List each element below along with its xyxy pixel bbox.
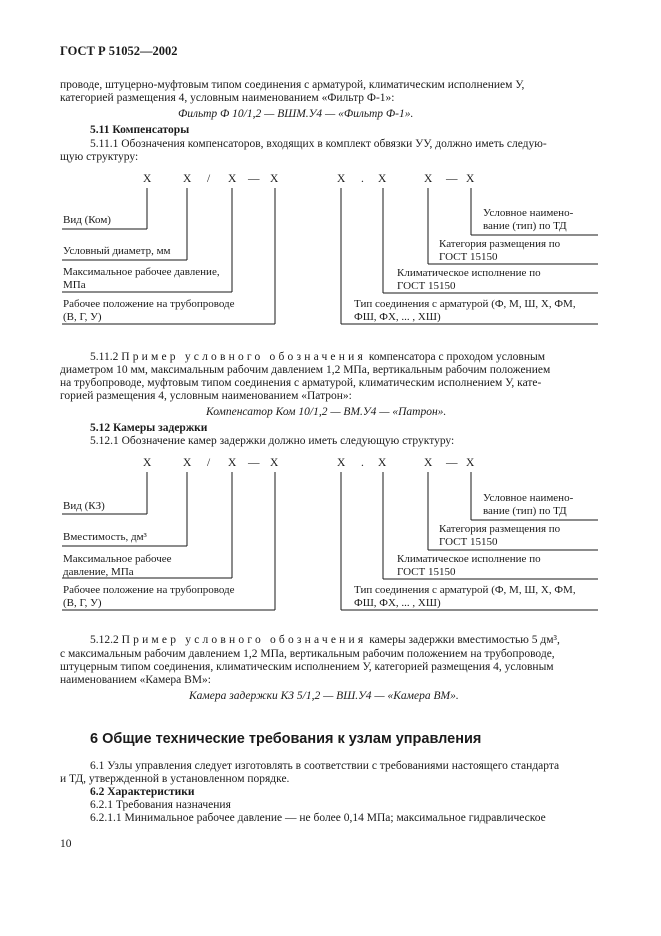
- section-6-2-title: 6.2 Характеристики: [90, 786, 195, 798]
- diagram-2-symbol-slash: /: [207, 457, 211, 469]
- section-5-11-2-spaced-heading: Пример условного обозначения: [121, 351, 366, 363]
- diagram-2-symbol-2: X: [183, 457, 192, 469]
- diagram-2-symbol-dash-2: —: [446, 457, 458, 469]
- diagram-2-symbol-dash-1: —: [248, 457, 260, 469]
- diagram-symbol-slash: /: [207, 173, 211, 185]
- section-5-11-1-line-2: щую структуру:: [60, 151, 139, 163]
- intro-line-2: категорией размещения 4, условным наименованием «Фильтр Ф-1»:: [60, 92, 395, 104]
- diagram-1-label-name-1: Условное наимено-: [483, 207, 574, 219]
- section-5-11-2-line-3: на трубопроводе, муфтовым типом соединения с арматурой, климатическим исполнением У, кате-: [60, 377, 542, 389]
- diagram-2-label-position-1: Рабочее положение на трубопроводе: [63, 584, 235, 596]
- diagram-2-label-pressure-1: Максимальное рабочее: [63, 553, 172, 565]
- section-5-11-2-line-2: диаметром 10 мм, максимальным рабочим давлением 1,2 МПа, вертикальным рабочим положением: [60, 364, 551, 376]
- document-header: ГОСТ Р 51052—2002: [60, 44, 178, 58]
- diagram-1-label-name-2: вание (тип) по ТД: [483, 220, 567, 232]
- section-6-1-line-2: и ТД, утвержденной в установленном порядке.: [60, 773, 290, 785]
- diagram-2-symbol-1: X: [143, 457, 152, 469]
- diagram-1-label-category-2: ГОСТ 15150: [439, 251, 498, 263]
- diagram-1-label-position-2: (В, Г, У): [63, 311, 102, 323]
- diagram-2-label-position-2: (В, Г, У): [63, 597, 102, 609]
- section-6-1-line-1: 6.1 Узлы управления следует изготовлять в соответствии с требованиями настоящего стандарта: [90, 760, 560, 772]
- diagram-2-symbol-5: X: [337, 457, 346, 469]
- section-5-11-2-line-4: горией размещения 4, условным наименованием «Патрон»:: [60, 390, 352, 402]
- diagram-symbol-6: X: [378, 173, 387, 185]
- diagram-2-symbol-4: X: [270, 457, 279, 469]
- diagram-1-label-connection-2: ФШ, ФХ, ... , ХШ): [354, 311, 441, 323]
- diagram-2-symbol-3: X: [228, 457, 237, 469]
- diagram-symbol-7: X: [424, 173, 433, 185]
- section-5-11-2-line-1-rest: компенсатора с проходом условным: [368, 351, 545, 363]
- page-number: 10: [60, 838, 72, 850]
- diagram-2-label-name-1: Условное наимено-: [483, 492, 574, 504]
- diagram-symbol-1: X: [143, 173, 152, 185]
- diagram-1-label-climate-2: ГОСТ 15150: [397, 280, 456, 292]
- section-5-12-2-example: Камера задержки КЗ 5/1,2 — ВШ.У4 — «Камера ВМ».: [189, 690, 459, 702]
- diagram-symbol-3: X: [228, 173, 237, 185]
- diagram-2-symbol-7: X: [424, 457, 433, 469]
- section-5-12-2-spaced-heading: Пример условного обозначения: [121, 634, 367, 646]
- section-5-11-1-line-1: 5.11.1 Обозначения компенсаторов, входящих в комплект обвязки УУ, должно иметь следую-: [90, 138, 547, 150]
- section-5-12-2-line-3: штуцерным типом соединения, климатическим исполнением У, категорией размещения 4, условным: [60, 661, 554, 673]
- section-6-title: 6 Общие технические требования к узлам управления: [90, 731, 482, 747]
- section-5-12-2-line-2: с максимальным рабочим давлением 1,2 МПа, вертикальным рабочим положением на трубопроводе,: [60, 648, 555, 660]
- section-5-12-1: 5.12.1 Обозначение камер задержки должно иметь следующую структуру:: [90, 435, 455, 447]
- section-6-2-1-1: 6.2.1.1 Минимальное рабочее давление — не более 0,14 МПа; максимальное гидравлическое: [90, 812, 546, 824]
- diagram-1-label-pressure-2: МПа: [63, 279, 86, 291]
- diagram-1-label-connection-1: Тип соединения с арматурой (Ф, М, Ш, Х, ФМ,: [354, 298, 576, 310]
- section-5-12-2-line-1: [90, 634, 560, 647]
- section-5-12-title: 5.12 Камеры задержки: [90, 422, 208, 434]
- section-5-12-2-number: 5.12.2: [90, 634, 119, 646]
- diagram-1-label-pressure-1: Максимальное рабочее давление,: [63, 266, 220, 278]
- intro-example: Фильтр Ф 10/1,2 — ВШМ.У4 — «Фильтр Ф-1».: [178, 108, 414, 120]
- diagram-2-label-category-2: ГОСТ 15150: [439, 536, 498, 548]
- diagram-symbol-2: X: [183, 173, 192, 185]
- diagram-2-label-category-1: Категория размещения по: [439, 523, 561, 535]
- section-5-12-2-line-1-rest: камеры задержки вместимостью 5 дм³,: [369, 634, 560, 646]
- diagram-1-label-position-1: Рабочее положение на трубопроводе: [63, 298, 235, 310]
- diagram-2-symbol-8: X: [466, 457, 475, 469]
- diagram-2-label-climate-1: Климатическое исполнение по: [397, 553, 541, 565]
- diagram-2-label-type: Вид (КЗ): [63, 500, 105, 512]
- diagram-1-label-type: Вид (Ком): [63, 214, 111, 226]
- diagram-2-symbol-6: X: [378, 457, 387, 469]
- diagram-2-label-name-2: вание (тип) по ТД: [483, 505, 567, 517]
- diagram-symbol-dash-2: —: [446, 173, 458, 185]
- diagram-2-label-pressure-2: давление, МПа: [63, 566, 134, 578]
- section-6-2-1: 6.2.1 Требования назначения: [90, 799, 231, 811]
- diagram-1-label-climate-1: Климатическое исполнение по: [397, 267, 541, 279]
- section-5-11-title: 5.11 Компенсаторы: [90, 124, 190, 136]
- section-5-12-2-line-4: наименованием «Камера ВМ»:: [60, 674, 211, 686]
- diagram-2-symbol-dot: .: [361, 457, 364, 469]
- diagram-symbol-5: X: [337, 173, 346, 185]
- diagram-symbol-8: X: [466, 173, 475, 185]
- diagram-2-label-connection-2: ФШ, ФХ, ... , ХШ): [354, 597, 441, 609]
- diagram-1-label-category-1: Категория размещения по: [439, 238, 561, 250]
- diagram-2-label-volume: Вместимость, дм³: [63, 531, 147, 543]
- diagram-symbol-4: X: [270, 173, 279, 185]
- diagram-1-label-diameter: Условный диаметр, мм: [63, 245, 171, 257]
- diagram-2-label-climate-2: ГОСТ 15150: [397, 566, 456, 578]
- diagram-2-label-connection-1: Тип соединения с арматурой (Ф, М, Ш, Х, ФМ,: [354, 584, 576, 596]
- intro-line-1: проводе, штуцерно-муфтовым типом соединения с арматурой, климатическим исполнением У,: [60, 79, 525, 91]
- section-5-11-2-number: 5.11.2: [90, 351, 119, 363]
- diagram-symbol-dash-1: —: [248, 173, 260, 185]
- section-5-11-2-example: Компенсатор Ком 10/1,2 — ВМ.У4 — «Патрон».: [206, 406, 447, 418]
- diagram-symbol-dot: .: [361, 173, 364, 185]
